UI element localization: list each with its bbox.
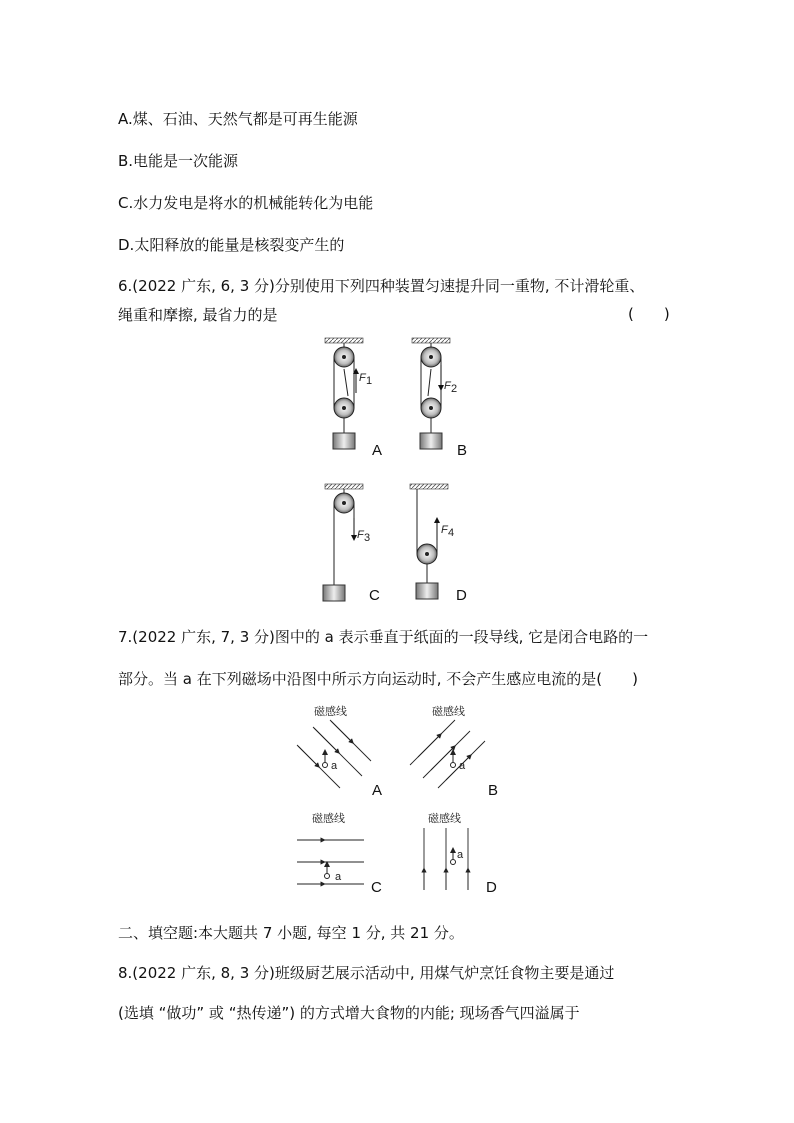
force-f2: F: [444, 380, 451, 392]
field-c: [297, 840, 364, 884]
q6-answer-paren: ( ): [628, 305, 670, 323]
q7-text-line2: 部分。当 a 在下列磁场中沿图中所示方向运动时, 不会产生感应电流的是( ): [118, 670, 638, 688]
wire-7a: a: [331, 760, 338, 772]
option-5b: B.电能是一次能源: [118, 152, 239, 170]
wire-7c: a: [335, 871, 342, 883]
q8-text-line2: (选填 “做功” 或 “热传递”) 的方式增大食物的内能; 现场香气四溢属于: [118, 1004, 580, 1022]
section-2-heading: 二、填空题:本大题共 7 小题, 每空 1 分, 共 21 分。: [118, 924, 464, 942]
caption-7a: 磁感线: [314, 706, 347, 718]
option-5c: C.水力发电是将水的机械能转化为电能: [118, 194, 374, 212]
force-f3: F: [357, 529, 364, 541]
force-f4-sub: 4: [448, 527, 455, 539]
label-6c: C: [369, 587, 380, 604]
label-7b: B: [488, 782, 499, 799]
caption-7c: 磁感线: [312, 813, 345, 825]
q6-text-line1: 6.(2022 广东, 6, 3 分)分别使用下列四种装置匀速提升同一重物, 不计滑轮重、: [118, 277, 645, 295]
q7-text-line1: 7.(2022 广东, 7, 3 分)图中的 a 表示垂直于纸面的一段导线, 它是闭合电路的一: [118, 628, 649, 646]
force-f1: F: [359, 372, 366, 384]
q8-text-line1: 8.(2022 广东, 8, 3 分)班级厨艺展示活动中, 用煤气炉烹饪食物主要是通过: [118, 964, 615, 982]
label-6d: D: [456, 587, 467, 604]
force-f4: F: [441, 524, 448, 536]
wire-7d: a: [457, 849, 464, 861]
wire-7b: a: [459, 760, 466, 772]
force-f3-sub: 3: [364, 532, 371, 544]
force-f2-sub: 2: [451, 383, 458, 395]
q6-text-line2: 绳重和摩擦, 最省力的是: [118, 306, 278, 324]
option-5d: D.太阳释放的能量是核裂变产生的: [118, 236, 345, 254]
caption-7b: 磁感线: [432, 706, 465, 718]
field-b: [410, 720, 485, 788]
label-7a: A: [372, 782, 383, 799]
force-f1-sub: 1: [366, 375, 373, 387]
label-7c: C: [371, 879, 382, 896]
caption-7d: 磁感线: [428, 813, 461, 825]
field-a: [297, 720, 371, 788]
label-7d: D: [486, 879, 497, 896]
label-6a: A: [372, 442, 383, 459]
label-6b: B: [457, 442, 468, 459]
option-5a: A.煤、石油、天然气都是可再生能源: [118, 110, 358, 128]
